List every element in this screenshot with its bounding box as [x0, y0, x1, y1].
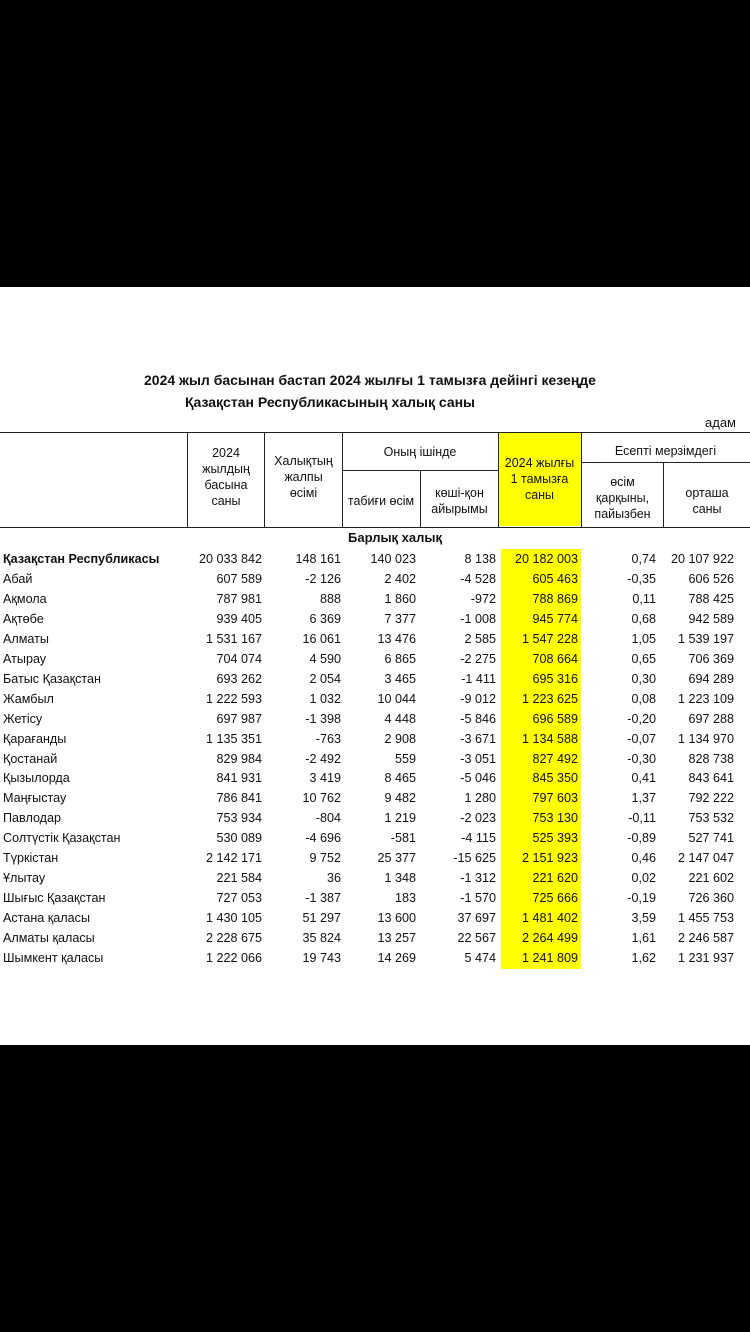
- cell-average-count: 1 223 109: [677, 691, 734, 706]
- row-region-name: Ұлытау: [3, 871, 46, 886]
- cell-natural-growth: 25 377: [377, 851, 416, 866]
- cell-total-growth: 888: [319, 591, 341, 606]
- cell-average-count: 221 602: [688, 871, 734, 886]
- cell-august-count: 1 134 588: [521, 731, 578, 746]
- cell-migration-balance: 8 138: [464, 552, 496, 566]
- table-row: [0, 788, 750, 808]
- header-group1: Оның ішінде: [383, 445, 457, 459]
- cell-august-count: 725 666: [532, 891, 578, 906]
- cell-growth-rate: -0,19: [627, 891, 656, 906]
- cell-growth-rate: 0,46: [631, 851, 656, 866]
- cell-start-count: 1 222 593: [205, 691, 262, 706]
- cell-natural-growth: 7 377: [384, 611, 416, 626]
- cell-migration-balance: 2 585: [464, 631, 496, 646]
- cell-august-count: 1 547 228: [521, 631, 578, 646]
- cell-average-count: 606 526: [688, 571, 734, 586]
- cell-growth-rate: 1,61: [631, 931, 656, 946]
- cell-average-count: 694 289: [688, 671, 734, 686]
- cell-natural-growth: 3 465: [384, 671, 416, 686]
- cell-average-count: 1 539 197: [677, 631, 734, 646]
- group2-divider: [581, 462, 750, 463]
- cell-natural-growth: 9 482: [384, 791, 416, 806]
- header-col3: табиғи өсім: [347, 494, 415, 508]
- cell-natural-growth: 4 448: [384, 711, 416, 726]
- cell-natural-growth: 8 465: [384, 771, 416, 786]
- table-row: [0, 629, 750, 649]
- cell-start-count: 693 262: [216, 671, 262, 686]
- table-row: [0, 689, 750, 709]
- cell-average-count: 726 360: [688, 891, 734, 906]
- cell-total-growth: 51 297: [302, 911, 341, 926]
- cell-migration-balance: -5 046: [460, 771, 496, 786]
- cell-migration-balance: -1 411: [461, 671, 496, 686]
- cell-migration-balance: -1 570: [460, 891, 496, 906]
- table-row: [0, 649, 750, 669]
- cell-natural-growth: 6 865: [384, 651, 416, 666]
- row-region-name: Қостанай: [3, 751, 58, 766]
- table-title-line2: Қазақстан Республикасының халық саны: [184, 394, 476, 410]
- cell-natural-growth: 13 600: [377, 911, 416, 926]
- cell-growth-rate: 1,62: [631, 951, 656, 965]
- cell-total-growth: -2 126: [305, 571, 341, 586]
- unit-label: адам: [705, 415, 736, 430]
- cell-august-count: 788 869: [532, 591, 578, 606]
- table-row: [0, 768, 750, 788]
- cell-average-count: 20 107 922: [670, 552, 734, 566]
- cell-august-count: 525 393: [532, 831, 578, 846]
- cell-start-count: 1 222 066: [205, 951, 262, 965]
- cell-average-count: 828 738: [688, 751, 734, 766]
- cell-average-count: 697 288: [688, 711, 734, 726]
- cell-migration-balance: -2 275: [460, 651, 496, 666]
- row-region-name: Солтүстік Қазақстан: [3, 831, 121, 846]
- cell-natural-growth: -581: [390, 831, 416, 846]
- cell-natural-growth: 10 044: [377, 691, 416, 706]
- table-row: [0, 589, 750, 609]
- cell-start-count: 1 531 167: [205, 631, 262, 646]
- cell-migration-balance: -2 023: [460, 811, 496, 826]
- cell-natural-growth: 1 219: [384, 811, 416, 826]
- row-region-name: Алматы қаласы: [3, 931, 95, 946]
- cell-start-count: 829 984: [216, 751, 262, 766]
- row-region-name: Жамбыл: [3, 691, 54, 706]
- table-row: [0, 549, 750, 569]
- cell-growth-rate: 0,65: [631, 651, 656, 666]
- header-col5: 2024 жылғы 1 тамызға саны: [504, 456, 575, 502]
- cell-august-count: 1 241 809: [521, 951, 578, 965]
- cell-start-count: 1 135 351: [205, 731, 262, 746]
- table-row: [0, 709, 750, 729]
- cell-total-growth: -1 398: [305, 711, 341, 726]
- document-page: [0, 287, 750, 1045]
- cell-total-growth: -804: [315, 811, 341, 826]
- cell-august-count: 753 130: [532, 811, 578, 826]
- table-title-line1: 2024 жыл басынан бастап 2024 жылғы 1 тамызға дейінгі кезеңде: [144, 372, 596, 388]
- cell-natural-growth: 559: [394, 751, 416, 766]
- cell-august-count: 845 350: [532, 771, 578, 786]
- cell-migration-balance: -4 115: [461, 831, 496, 846]
- cell-start-count: 753 934: [216, 811, 262, 826]
- header-col4: көші-қон айырымы: [431, 486, 488, 516]
- cell-start-count: 2 142 171: [205, 851, 262, 866]
- cell-start-count: 787 981: [216, 591, 262, 606]
- cell-natural-growth: 183: [394, 891, 416, 906]
- cell-start-count: 704 074: [216, 651, 262, 666]
- cell-growth-rate: -0,20: [627, 711, 656, 726]
- table-row: [0, 749, 750, 769]
- cell-natural-growth: 13 257: [377, 931, 416, 946]
- cell-august-count: 2 151 923: [521, 851, 578, 866]
- cell-growth-rate: -0,07: [627, 731, 656, 746]
- header-top-border: [0, 432, 750, 433]
- cell-total-growth: 148 161: [295, 552, 341, 566]
- cell-start-count: 841 931: [216, 771, 262, 786]
- row-region-name: Ақтөбе: [3, 611, 44, 626]
- cell-growth-rate: 0,74: [631, 552, 656, 566]
- row-region-name: Қызылорда: [3, 771, 70, 786]
- cell-august-count: 2 264 499: [521, 931, 578, 946]
- cell-migration-balance: -3 671: [460, 731, 496, 746]
- cell-total-growth: 3 419: [309, 771, 341, 786]
- cell-growth-rate: 0,30: [631, 671, 656, 686]
- cell-average-count: 2 246 587: [677, 931, 734, 946]
- table-row: [0, 908, 750, 928]
- header-bottom-border: [0, 527, 750, 528]
- cell-average-count: 788 425: [688, 591, 734, 606]
- cell-start-count: 786 841: [216, 791, 262, 806]
- cell-total-growth: -4 696: [305, 831, 341, 846]
- cell-start-count: 20 033 842: [198, 552, 262, 566]
- cell-start-count: 1 430 105: [205, 911, 262, 926]
- cell-total-growth: 1 032: [309, 691, 341, 706]
- cell-average-count: 1 455 753: [677, 911, 734, 926]
- row-region-name: Батыс Қазақстан: [3, 671, 101, 686]
- table-row: [0, 569, 750, 589]
- cell-migration-balance: -4 528: [460, 571, 496, 586]
- row-region-name: Шымкент қаласы: [3, 951, 104, 965]
- section-label: Барлық халық: [348, 530, 442, 545]
- cell-average-count: 706 369: [688, 651, 734, 666]
- cell-total-growth: 4 590: [309, 651, 341, 666]
- cell-growth-rate: 0,41: [631, 771, 656, 786]
- row-region-name: Жетісу: [3, 711, 43, 726]
- cell-migration-balance: -972: [470, 591, 496, 606]
- cell-growth-rate: -0,30: [627, 751, 656, 766]
- cell-migration-balance: -15 625: [453, 851, 496, 866]
- cell-average-count: 1 134 970: [677, 731, 734, 746]
- table-row: [0, 729, 750, 749]
- header-col6: өсім қарқыны, пайызбен: [594, 475, 651, 521]
- cell-migration-balance: -3 051: [460, 751, 496, 766]
- table-row: [0, 868, 750, 888]
- header-col2: Халықтың жалпы өсімі: [274, 454, 333, 500]
- cell-average-count: 753 532: [688, 811, 734, 826]
- cell-growth-rate: 1,37: [631, 791, 656, 806]
- row-region-name: Түркістан: [3, 851, 59, 866]
- cell-august-count: 605 463: [532, 571, 578, 586]
- cell-migration-balance: -1 312: [460, 871, 496, 886]
- table-row: [0, 848, 750, 868]
- cell-migration-balance: 1 280: [464, 791, 496, 806]
- cell-start-count: 530 089: [216, 831, 262, 846]
- row-region-name: Астана қаласы: [3, 911, 91, 926]
- cell-natural-growth: 140 023: [370, 552, 416, 566]
- cell-start-count: 727 053: [216, 891, 262, 906]
- cell-start-count: 607 589: [216, 571, 262, 586]
- row-region-name: Атырау: [3, 651, 47, 666]
- cell-migration-balance: -1 008: [460, 611, 496, 626]
- cell-total-growth: 10 762: [302, 791, 341, 806]
- row-region-name: Маңғыстау: [3, 791, 67, 806]
- header-group2: Есепті мерзімдегі: [614, 444, 717, 458]
- cell-average-count: 1 231 937: [677, 951, 734, 965]
- cell-august-count: 20 182 003: [514, 552, 578, 566]
- cell-natural-growth: 14 269: [377, 951, 416, 965]
- row-region-name: Шығыс Қазақстан: [3, 891, 106, 906]
- cell-growth-rate: 0,02: [631, 871, 656, 886]
- cell-migration-balance: -5 846: [460, 711, 496, 726]
- table-row: [0, 828, 750, 848]
- row-region-name: Алматы: [3, 631, 49, 646]
- cell-natural-growth: 2 908: [384, 731, 416, 746]
- cell-start-count: 697 987: [216, 711, 262, 726]
- row-region-name: Ақмола: [3, 591, 47, 606]
- cell-start-count: 2 228 675: [205, 931, 262, 946]
- cell-august-count: 708 664: [532, 651, 578, 666]
- cell-august-count: 945 774: [532, 611, 578, 626]
- cell-natural-growth: 13 476: [377, 631, 416, 646]
- cell-migration-balance: 37 697: [457, 911, 496, 926]
- cell-migration-balance: -9 012: [460, 691, 496, 706]
- row-region-name: Павлодар: [3, 811, 62, 826]
- header-col1: 2024 жылдың басына саны: [202, 446, 250, 508]
- cell-average-count: 942 589: [688, 611, 734, 626]
- cell-start-count: 221 584: [216, 871, 262, 886]
- cell-total-growth: 36: [326, 871, 341, 886]
- cell-natural-growth: 1 348: [384, 871, 416, 886]
- cell-average-count: 2 147 047: [677, 851, 734, 866]
- cell-start-count: 939 405: [216, 611, 262, 626]
- cell-average-count: 792 222: [688, 791, 734, 806]
- cell-total-growth: 35 824: [302, 931, 341, 946]
- cell-growth-rate: 0,11: [632, 591, 656, 606]
- table-row: [0, 609, 750, 629]
- cell-growth-rate: 0,08: [631, 691, 656, 706]
- table-row: [0, 948, 750, 968]
- row-region-name: Қазақстан Республикасы: [3, 552, 160, 566]
- cell-total-growth: -1 387: [305, 891, 341, 906]
- cell-migration-balance: 5 474: [464, 951, 496, 965]
- cell-natural-growth: 2 402: [384, 571, 416, 586]
- table-row: [0, 669, 750, 689]
- row-region-name: Абай: [3, 571, 33, 586]
- cell-growth-rate: -0,11: [628, 811, 656, 826]
- cell-total-growth: -763: [315, 731, 341, 746]
- cell-total-growth: 9 752: [309, 851, 341, 866]
- cell-migration-balance: 22 567: [457, 931, 496, 946]
- table-row: [0, 808, 750, 828]
- cell-natural-growth: 1 860: [384, 591, 416, 606]
- cell-august-count: 1 223 625: [521, 691, 578, 706]
- cell-growth-rate: 0,68: [631, 611, 656, 626]
- cell-average-count: 843 641: [688, 771, 734, 786]
- cell-august-count: 695 316: [532, 671, 578, 686]
- cell-total-growth: 6 369: [309, 611, 341, 626]
- cell-august-count: 221 620: [532, 871, 578, 886]
- table-row: [0, 928, 750, 948]
- cell-total-growth: 16 061: [302, 631, 341, 646]
- cell-august-count: 696 589: [532, 711, 578, 726]
- cell-total-growth: -2 492: [305, 751, 341, 766]
- cell-average-count: 527 741: [688, 831, 734, 846]
- cell-august-count: 797 603: [532, 791, 578, 806]
- cell-august-count: 827 492: [532, 751, 578, 766]
- table-row: [0, 888, 750, 908]
- cell-growth-rate: -0,35: [627, 571, 656, 586]
- cell-total-growth: 19 743: [302, 951, 341, 965]
- header-col7: орташа саны: [685, 486, 729, 516]
- row-region-name: Қарағанды: [3, 731, 67, 746]
- cell-august-count: 1 481 402: [521, 911, 578, 926]
- cell-growth-rate: 3,59: [631, 911, 656, 926]
- cell-growth-rate: 1,05: [631, 631, 656, 646]
- cell-growth-rate: -0,89: [627, 831, 656, 846]
- cell-total-growth: 2 054: [309, 671, 341, 686]
